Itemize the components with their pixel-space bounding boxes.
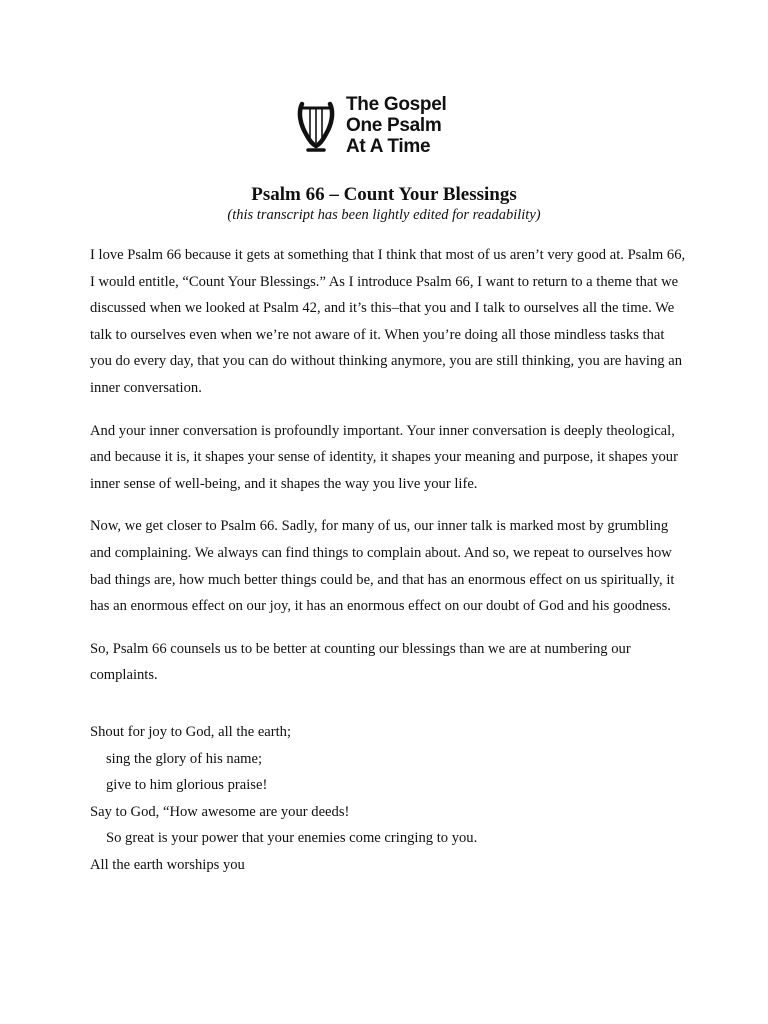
lyre-icon	[296, 98, 336, 154]
logo	[296, 94, 446, 157]
paragraph: I love Psalm 66 because it gets at something that I think that most of us aren’t very good at. Psalm 66, I would entitle, “Count Your Blessings.” As I introduce Psalm 66, I want to return to a theme that we discussed when we looked at Psalm 42, and it’s this–that you and I talk to ourselves all the time. We talk to ourselves even when we’re not aware of it. When you’re doing all those mindless tasks that you do every day, that you can do without thinking anymore, you are still thinking, you are having an inner conversation.	[90, 247, 686, 396]
verse-line: Say to God, “How awesome are your deeds!	[90, 803, 350, 820]
logo-line-3: At A Time	[346, 136, 431, 157]
logo-text	[346, 94, 446, 157]
page-title: Psalm 66 – Count Your Blessings	[251, 184, 517, 205]
paragraph: And your inner conversation is profoundly important. Your inner conversation is deeply theological, and because it is, it shapes your sense of identity, it shapes your meaning and purpose, it shapes your inner sense of well-being, and it shapes the way you live your life.	[90, 422, 678, 492]
paragraph: Now, we get closer to Psalm 66. Sadly, for many of us, our inner talk is marked most by grumbling and complaining. We always can find things to complain about. And so, we repeat to ourselves how bad things are, how much better things could be, and that has an enormous effect on us spiritually, it has an enormous effect on our joy, it has an enormous effect on our doubt of God and his goodness.	[90, 518, 675, 615]
verse-line: give to him glorious praise!	[106, 777, 268, 794]
verse-line: sing the glory of his name;	[106, 750, 263, 767]
psalm-verse	[90, 719, 686, 879]
page-subtitle: (this transcript has been lightly edited for readability)	[227, 207, 541, 223]
verse-line: All the earth worships you	[90, 856, 245, 873]
verse-line: So great is your power that your enemies come cringing to you.	[106, 830, 478, 847]
logo-line-1: The Gospel	[346, 94, 447, 115]
transcript-body	[90, 242, 686, 878]
verse-line: Shout for joy to God, all the earth;	[90, 723, 292, 740]
logo-line-2: One Psalm	[346, 115, 442, 136]
paragraph: So, Psalm 66 counsels us to be better at counting our blessings than we are at numbering our complaints.	[90, 640, 631, 684]
